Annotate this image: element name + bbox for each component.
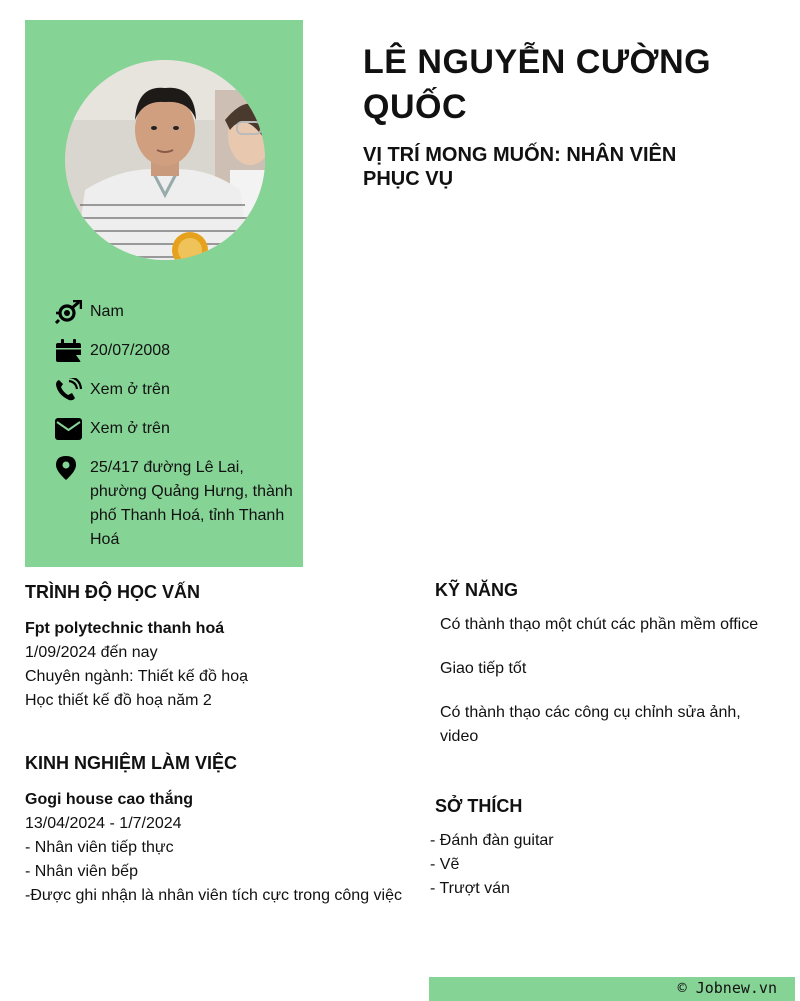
hobby-item: - Vẽ <box>430 856 460 873</box>
experience-line: - Nhân viên bếp <box>25 863 138 880</box>
footer-bar <box>429 977 795 1001</box>
gender-row <box>55 300 299 324</box>
skills-section <box>440 613 780 769</box>
profile-photo <box>65 60 265 260</box>
phone-row <box>55 378 299 402</box>
education-section <box>25 617 415 713</box>
hobby-item: - Đánh đàn guitar <box>430 832 554 849</box>
experience-title: KINH NGHIỆM LÀM VIỆC <box>25 753 238 773</box>
candidate-name: LÊ NGUYỄN CƯỜNG QUỐC <box>363 43 712 126</box>
skill-item: Có thành thạo một chút các phần mềm office <box>440 616 759 633</box>
birthday-row <box>55 339 299 363</box>
address-text: 25/417 đường Lê Lai, phường Quảng Hưng, thành phố Thanh Hoá, tỉnh Thanh Hoá <box>90 459 293 548</box>
hobby-item: - Trượt ván <box>430 880 510 897</box>
calendar-icon <box>55 339 82 363</box>
email-icon <box>55 417 82 441</box>
gender-text: Nam <box>90 303 124 320</box>
experience-line: -Được ghi nhận là nhân viên tích cực trong công việc <box>25 887 402 904</box>
email-row <box>55 417 299 441</box>
skill-item: Có thành thạo các công cụ chỉnh sửa ảnh, video <box>440 704 741 745</box>
birthday-text: 20/07/2008 <box>90 342 171 359</box>
email-text: Xem ở trên <box>90 420 170 437</box>
hobbies-section <box>430 829 770 901</box>
footer-credit: © Jobnew.vn <box>677 979 777 997</box>
location-icon <box>55 456 82 480</box>
phone-icon <box>55 378 82 402</box>
phone-text: Xem ở trên <box>90 381 170 398</box>
education-note: Học thiết kế đồ hoạ năm 2 <box>25 692 212 709</box>
hobbies-title: SỞ THÍCH <box>435 796 523 816</box>
skill-item: Giao tiếp tốt <box>440 660 527 677</box>
school-name: Fpt polytechnic thanh hoá <box>25 620 225 637</box>
company-name: Gogi house cao thắng <box>25 791 194 808</box>
experience-period: 13/04/2024 - 1/7/2024 <box>25 815 182 832</box>
gender-icon <box>55 300 82 324</box>
sidebar <box>25 20 303 567</box>
experience-line: - Nhân viên tiếp thực <box>25 839 174 856</box>
skills-title: KỸ NĂNG <box>435 580 519 600</box>
address-row <box>55 456 299 552</box>
education-period: 1/09/2024 đến nay <box>25 644 158 661</box>
contact-info <box>55 300 299 567</box>
education-major: Chuyên ngành: Thiết kế đồ hoạ <box>25 668 248 685</box>
education-title: TRÌNH ĐỘ HỌC VẤN <box>25 582 200 602</box>
experience-section <box>25 788 415 908</box>
desired-position: VỊ TRÍ MONG MUỐN: NHÂN VIÊN PHỤC VỤ <box>363 144 677 190</box>
